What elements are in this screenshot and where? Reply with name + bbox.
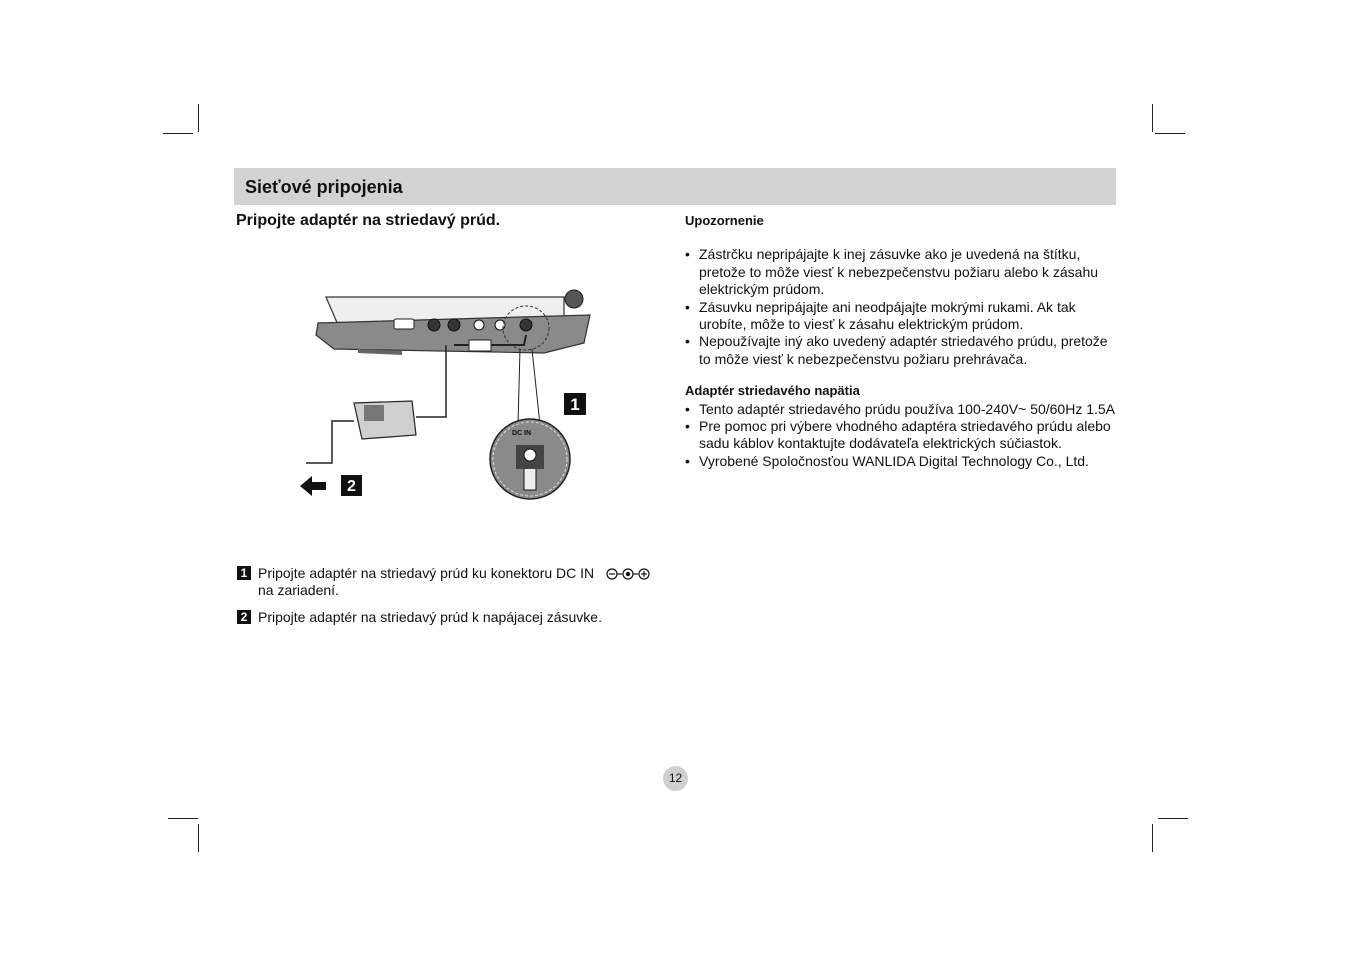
step-number: 1 bbox=[237, 566, 251, 580]
connection-illustration bbox=[294, 285, 594, 505]
dc-polarity-icon bbox=[606, 568, 650, 580]
step-text-line2: na zariadení. bbox=[258, 582, 339, 598]
sub-heading: Pripojte adaptér na striedavý prúd. bbox=[236, 212, 501, 229]
section-header bbox=[234, 168, 1116, 205]
arrow-left-icon bbox=[300, 476, 326, 496]
page-number: 12 bbox=[663, 766, 688, 791]
adapter-item: • Pre pomoc pri výbere vhodného adaptéra striedavého prúdu alebo sadu káblov kontaktujte dodávateľa elektrických súčiastok. bbox=[685, 418, 1117, 453]
step-item bbox=[237, 609, 677, 626]
crop-mark bbox=[198, 824, 199, 852]
illustration-svg bbox=[294, 285, 594, 505]
adapter-list bbox=[685, 401, 1117, 471]
crop-mark bbox=[1158, 818, 1188, 819]
caution-item: • Zásuvku nepripájajte ani neodpájajte mokrými rukami. Ak tak urobíte, môže to viesť k zásahu elektrickým prúdom. bbox=[685, 299, 1117, 334]
step-number: 2 bbox=[237, 610, 251, 624]
callout-1-text: 1 bbox=[570, 395, 580, 414]
notes-column bbox=[685, 212, 1117, 470]
steps-list bbox=[237, 565, 677, 636]
caution-list bbox=[685, 246, 1117, 368]
crop-mark bbox=[198, 104, 199, 132]
step-text: Pripojte adaptér na striedavý prúd k napájacej zásuvke. bbox=[258, 609, 602, 625]
crop-mark bbox=[1155, 133, 1185, 134]
caution-title: Upozornenie bbox=[685, 213, 764, 228]
crop-mark bbox=[1152, 824, 1153, 852]
step-item bbox=[237, 565, 677, 599]
crop-mark bbox=[163, 133, 193, 134]
section-title: Sieťové pripojenia bbox=[245, 177, 403, 197]
adapter-item: • Vyrobené Spoločnosťou WANLIDA Digital Technology Co., Ltd. bbox=[685, 453, 1117, 470]
caution-item: • Zástrčku nepripájajte k inej zásuvke ako je uvedená na štítku, pretože to môže viesť k nebezpečenstvu požiaru alebo k zásahu elektrickým prúdom. bbox=[685, 246, 1117, 298]
adapter-item: • Tento adaptér striedavého prúdu používa 100-240V~ 50/60Hz 1.5A bbox=[685, 401, 1117, 418]
caution-item: • Nepoužívajte iný ako uvedený adaptér striedavého prúdu, pretože to môže viesť k nebezpečenstvu požiaru prehrávača. bbox=[685, 333, 1117, 368]
crop-mark bbox=[1152, 104, 1153, 132]
callout-2-text: 2 bbox=[347, 478, 356, 495]
crop-mark bbox=[168, 818, 198, 819]
step-text bbox=[258, 565, 677, 599]
jack-label: DC IN bbox=[512, 430, 532, 437]
step-text-line1: Pripojte adaptér na striedavý prúd ku konektoru DC IN bbox=[258, 565, 595, 581]
adapter-title: Adaptér striedavého napätia bbox=[685, 383, 860, 399]
